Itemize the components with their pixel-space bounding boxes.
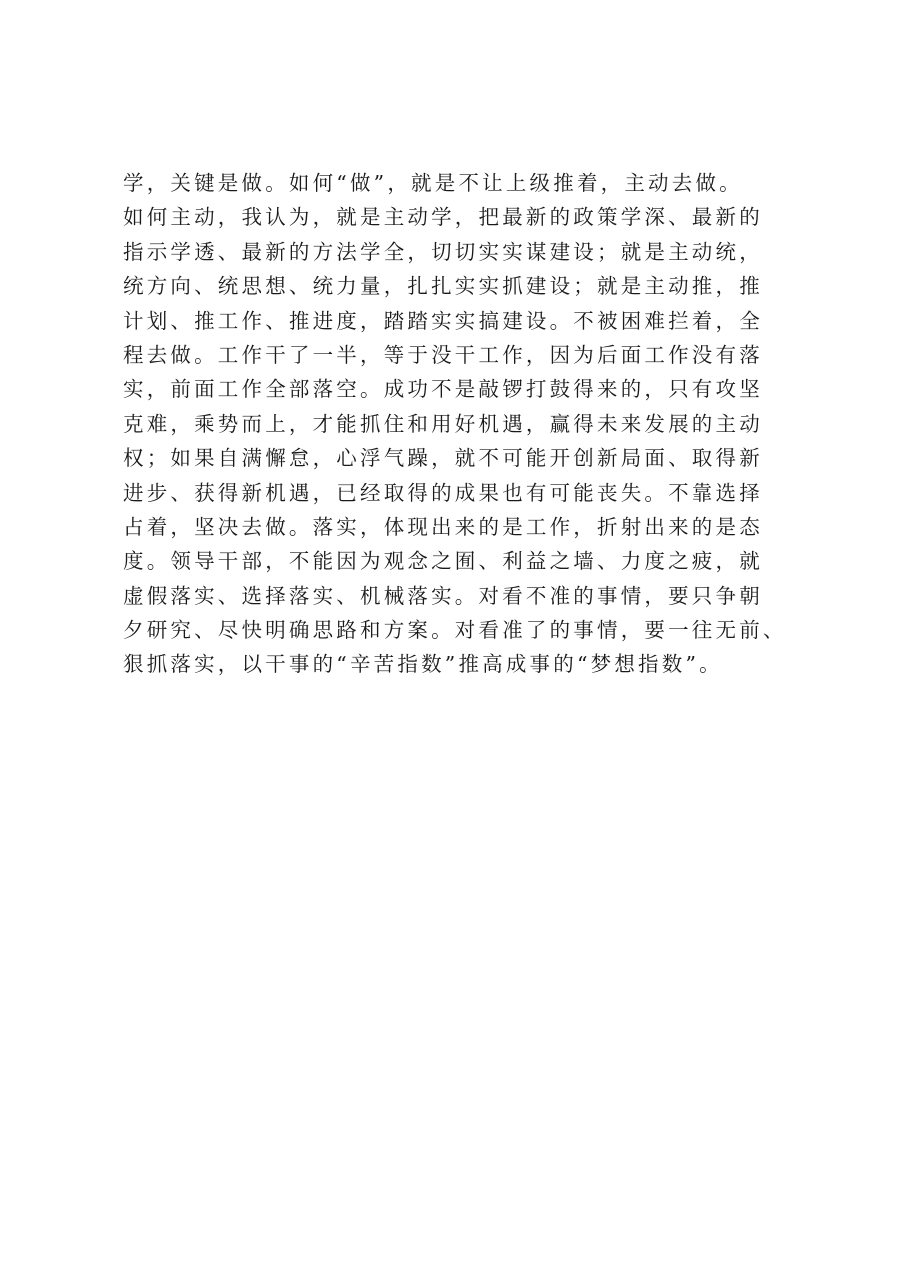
body-paragraph: [123, 166, 823, 682]
text-line: 夕研究、尽快明确思路和方案。对看准了的事情，要一往无前、: [123, 618, 787, 643]
text-line: 实，前面工作全部落空。成功不是敲锣打鼓得来的，只有攻坚: [123, 377, 763, 402]
text-line: 计划、推工作、推进度，踏踏实实搞建设。不被困难拦着，全: [123, 308, 763, 333]
text-line: 权；如果自满懈怠，心浮气躁，就不可能开创新局面、取得新: [123, 446, 763, 471]
text-line: 度。领导干部，不能因为观念之囿、利益之墙、力度之疲，就: [123, 549, 763, 574]
text-line: 克难，乘势而上，才能抓住和用好机遇，赢得未来发展的主动: [123, 411, 763, 436]
text-line: 进步、获得新机遇，已经取得的成果也有可能丧失。不靠选择: [123, 480, 763, 505]
text-line: 指示学透、最新的方法学全，切切实实谋建设；就是主动统，: [123, 239, 763, 264]
text-line: 狠抓落实，以干事的“辛苦指数”推高成事的“梦想指数”。: [123, 652, 723, 677]
text-line: 占着，坚决去做。落实，体现出来的是工作，折射出来的是态: [123, 514, 763, 539]
text-line: 如何主动，我认为，就是主动学，把最新的政策学深、最新的: [123, 205, 763, 230]
text-line: 程去做。工作干了一半，等于没干工作，因为后面工作没有落: [123, 342, 763, 367]
text-line: 统方向、统思想、统力量，扎扎实实抓建设；就是主动推，推: [123, 274, 763, 299]
text-line: 虚假落实、选择落实、机械落实。对看不准的事情，要只争朝: [123, 583, 763, 608]
text-line: 学，关键是做。如何“做”，就是不让上级推着，主动去做。: [123, 171, 743, 195]
